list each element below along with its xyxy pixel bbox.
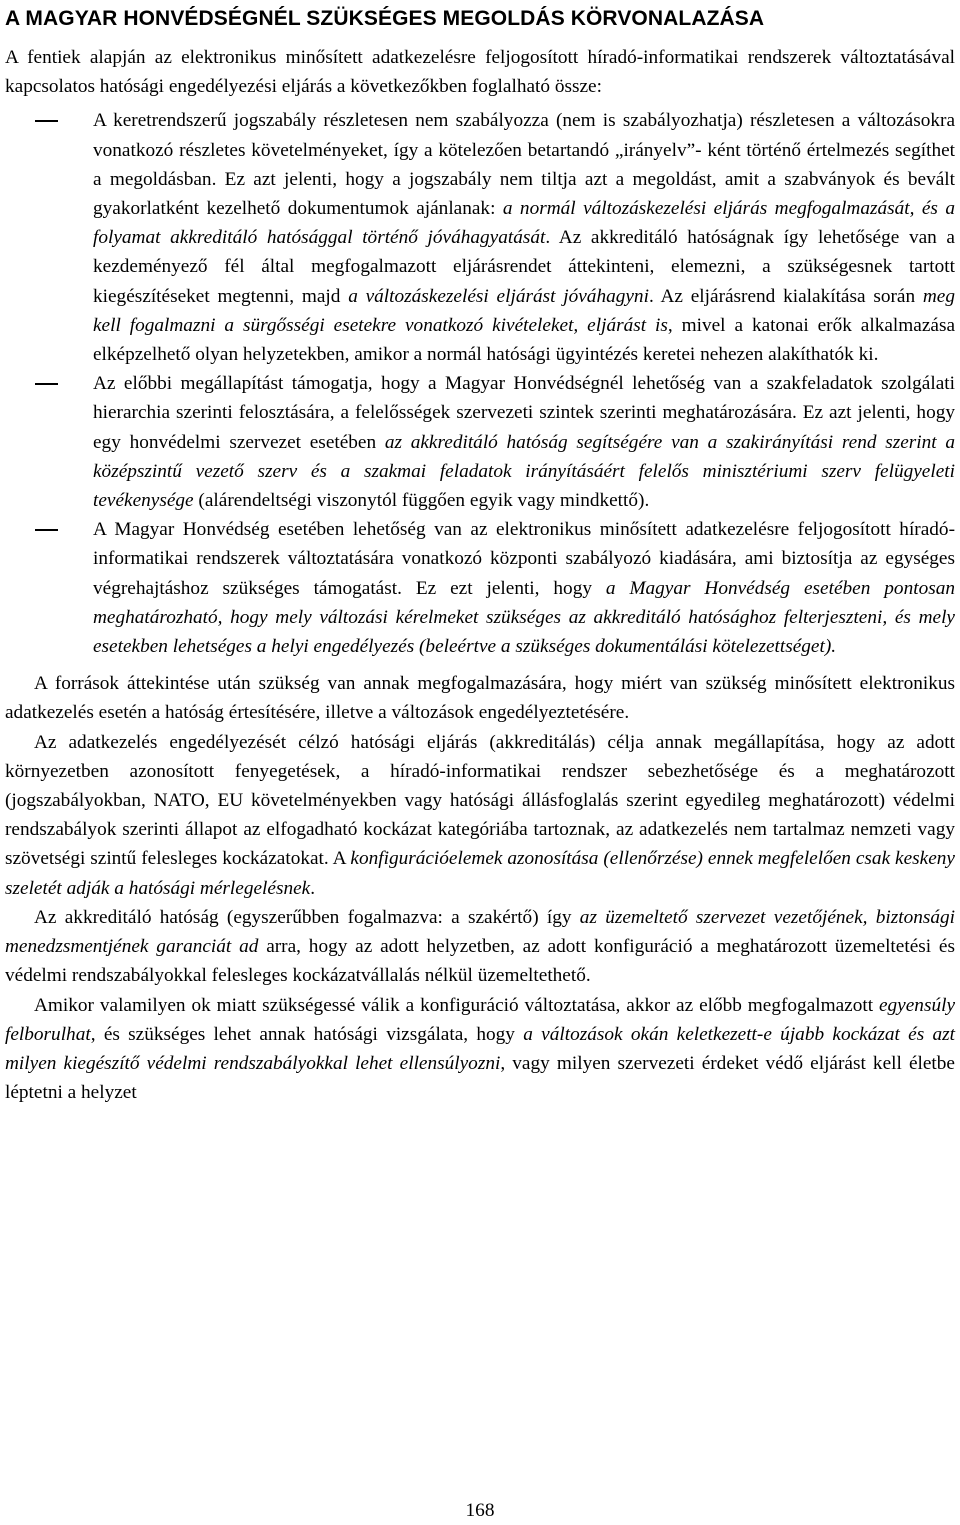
paragraph-emphasis: a változások okán keletkezett-e újabb kockázat és azt milyen kiegészítő védelmi rendszabályokkal lehet ellensúlyozni (5, 1023, 955, 1074)
list-item-text: A Magyar Honvédség esetében lehetőség van az elektronikus minősített adatkezelésre feljogosított híradó-informatikai rendszerek változtatására vonatkozó központi szabályozó kiadására, ami biztosítja az egységes végrehajtáshoz szükséges támogatást. Ez ezt jelenti, hogy (93, 519, 955, 599)
list-item-text: A keretrendszerű jogszabály részletesen nem szabályozza (nem is szabályozhatja) részletesen a változásokra vonatkozó részletes követelményeket, így a kötelezően betartandó „irányelv”- ként történő értelmezés segíthet a megoldásban. Ez azt jelenti, hogy a jogszabály nem tiltja azt a megoldást, amit a szabványok és bevált gyakorlatként kezelhető dokumentumok ajánlanak: (93, 110, 955, 220)
list-item-emphasis: a változáskezelési eljárást jóváhagyni (348, 285, 649, 307)
paragraph-text: Az adatkezelés engedélyezését célzó hatósági eljárás (akkreditálás) célja annak megállapítása, hogy az adott környezetben azonosított fenyegetések, a híradó-informatikai rendszer sebezhetősége és a meghatározott (jogszabályokban, NATO, EU követelményekben vagy hatósági állásfoglalás szerint egyedileg meghatározott) védelmi rendszabályok szerinti állapot az elfogadható kockázat kategóriába tartoznak, az adatkezelés nem tartalmaz nemzeti vagy szövetségi szintű felesleges kockázatokat. A (5, 731, 955, 870)
body-text (5, 43, 955, 1107)
list-item-emphasis: az akkreditáló hatóság segítségére van a szakirányítási rend szerint a középszintű vezető szerv és a szakmai feladatok irányításáért felelős minisztériumi szerv felügyeleti tevékenysége (93, 431, 955, 512)
paragraph-text: , vagy milyen szervezeti érdeket védő eljárást kell életbe léptetni a helyzet (5, 1052, 955, 1104)
list-item-emphasis: meg kell fogalmazni a sürgősségi esetekre vonatkozó kivételeket, eljárást is (93, 285, 955, 336)
paragraph-text: . (310, 877, 316, 899)
paragraph-emphasis: az üzemeltető szervezet vezetőjének, biztonsági menedzsmentjének garanciát ad (5, 906, 956, 958)
section-heading: A MAGYAR HONVÉDSÉGNÉL SZÜKSÉGES MEGOLDÁS KÖRVONALAZÁSA (5, 7, 765, 30)
dash-bullet-icon (35, 529, 58, 531)
paragraph-configuration-change (5, 991, 955, 1108)
list-item-text: (alárendeltségi viszonytól függően egyik vagy mindkettő). (193, 490, 650, 512)
list-item (5, 106, 955, 369)
paragraph-sources: A források áttekintése után szükség van annak megfogalmazására, hogy miért van szükség minősített elektronikus adatkezelés esetén a hatóság értesítésére, illetve a változások engedélyeztetésére. (5, 673, 955, 724)
dash-bullet-icon (35, 383, 58, 385)
dash-bullet-icon (35, 120, 58, 122)
intro-paragraph: A fentiek alapján az elektronikus minősített adatkezelésre feljogosított híradó-informatikai rendszerek változtatásával kapcsolatos hatósági engedélyezési eljárás a következőkben foglalható össze: (5, 47, 955, 98)
dash-list (5, 106, 955, 661)
paragraph-authority (5, 903, 955, 991)
list-item (5, 515, 955, 661)
document-page (5, 0, 955, 1107)
list-item-emphasis: a Magyar Honvédség esetében pontosan meghatározható, hogy mely változási kérelmeket szükséges az akkreditáló hatósághoz felterjeszteni, és mely esetekben lehetséges a helyi engedélyezés (beleértve a szükséges dokumentálási kötelezettséget). (93, 577, 955, 658)
list-item (5, 369, 955, 515)
page-number: 168 (465, 1500, 495, 1521)
paragraph-text: Az akkreditáló hatóság (egyszerűbben fogalmazva: a szakértő) így (34, 906, 580, 928)
list-item-text: . Az eljárásrend kialakítása során (648, 285, 923, 307)
list-item-emphasis: a normál változáskezelési eljárás megfogalmazását, és a folyamat akkreditáló hatósággal történő jóváhagyatását (93, 198, 955, 249)
paragraph-emphasis: egyensúly felborulhat (5, 994, 955, 1045)
list-item-text: . Az akkreditáló hatóságnak így lehetősége van a kezdeményező fél által megfogalmazott eljárásrendet áttekinteni, elemezni, a szükségesnek tartott kiegészítéseket megtenni, majd (93, 227, 955, 307)
list-item-text: , mivel a katonai erők alkalmazása elképzelhető olyan helyzetekben, amikor a normál hatósági ügyintézés keretei nehezen alakíthatók ki. (93, 314, 956, 366)
paragraph-text: Amikor valamilyen ok miatt szükségessé válik a konfiguráció változtatása, akkor az előbb megfogalmazott (34, 994, 879, 1016)
paragraph-accreditation (5, 728, 955, 903)
paragraph-text: , és szükséges lehet annak hatósági vizsgálata, hogy (90, 1023, 524, 1045)
list-item-text: Az előbbi megállapítást támogatja, hogy a Magyar Honvédségnél lehetőség van a szakfeladatok szolgálati hierarchia szerinti felosztására, a felelősségek szervezeti szintek szerinti meghatározására. Ez azt jelenti, hogy egy honvédelmi szervezet esetében (93, 373, 955, 453)
paragraph-text: arra, hogy az adott helyzetben, az adott konfiguráció a meghatározott üzemeltetési és védelmi rendszabályokkal felesleges kockázatvállalás nélkül üzemeltethető. (5, 936, 955, 987)
paragraph-emphasis: konfigurációelemek azonosítása (ellenőrzése) ennek megfelelően csak keskeny szeletét adják a hatósági mérlegelésnek (5, 848, 955, 899)
